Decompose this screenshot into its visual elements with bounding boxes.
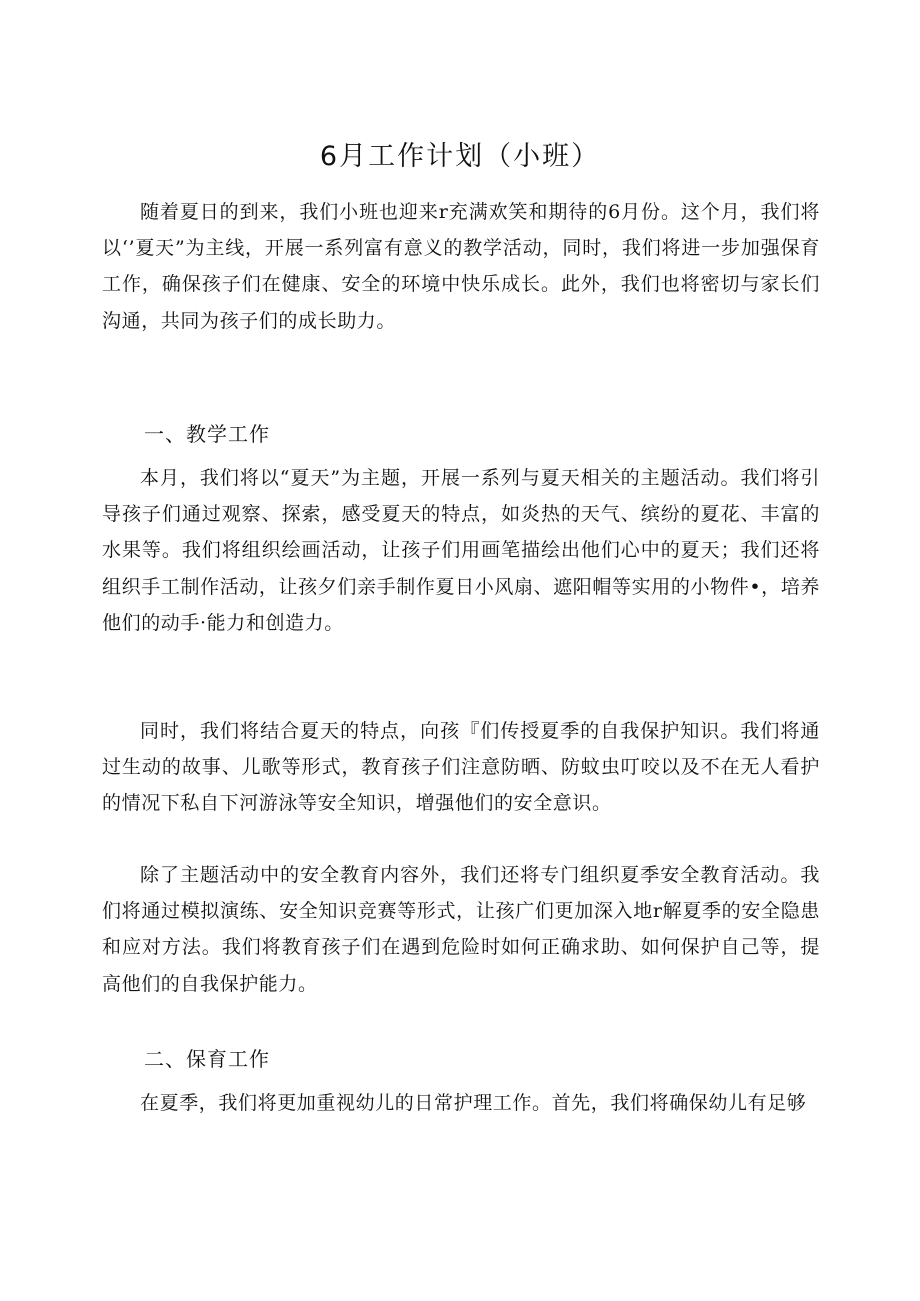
- section-heading-teaching: 一、教学工作: [144, 422, 270, 446]
- teaching-paragraph-2: 同时，我们将结合夏天的特点，向孩『们传授夏季的自我保护知识。我们将通过生动的故事、儿歌等形式，教育孩子们注意防晒、防蚊虫叮咬以及不在无人看护的情况下私自下河游泳等安全知识，增强他们的安全意识。: [102, 720, 820, 815]
- teaching-paragraph-1: 本月，我们将以“夏天”为主题，开展一系列与夏天相关的主题活动。我们将引导孩子们通过观察、探索，感受夏天的特点，如炎热的天气、缤纷的夏花、丰富的水果等。我们将组织绘画活动，让孩子们用画笔描绘出他们心中的夏天；我们还将组织手工制作活动，让孩夕们亲手制作夏日小风扇、遮阳帽等实用的小物件•，培养他们的动手·能力和创造力。: [102, 467, 820, 634]
- document-title: 6月工作计划（小班）: [319, 141, 601, 172]
- section-heading-care: 二、保育工作: [144, 1047, 270, 1071]
- care-paragraph-1: 在夏季，我们将更加重视幼儿的日常护理工作。首先，我们将确保幼儿有足够: [140, 1092, 807, 1114]
- teaching-paragraph-3: 除了主题活动中的安全教育内容外，我们还将专门组织夏季安全教育活动。我们将通过模拟演练、安全知识竞赛等形式，让孩广们更加深入地r解夏季的安全隐患和应对方法。我们将教育孩子们在遇到危险时如何正确求助、如何保护自己等，提高他们的自我保护能力。: [102, 864, 820, 995]
- intro-paragraph: 随着夏日的到来，我们小班也迎来r充满欢笑和期待的6月份。这个月，我们将以‘’夏天”为主线，开展一系列富有意义的教学活动，同时，我们将进一步加强保育工作，确保孩子们在健康、安全的环境中快乐成长。此外，我们也将密切与家长们沟通，共同为孩子们的成长助力。: [102, 201, 820, 332]
